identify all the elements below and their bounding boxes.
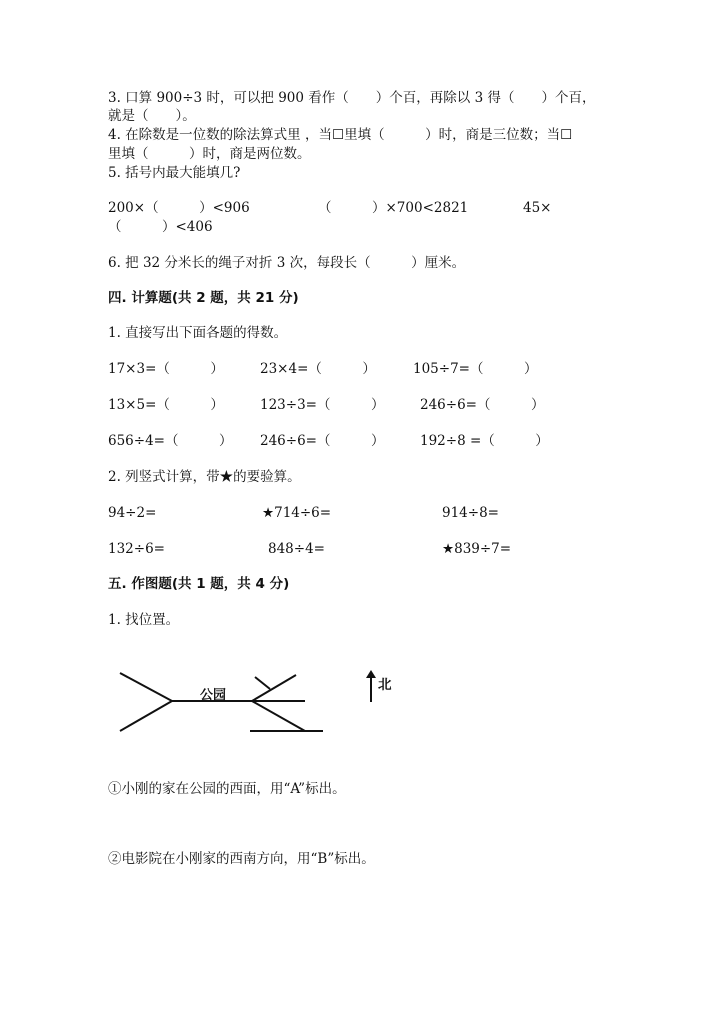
question-4-line-2: 里填（ ）时，商是两位数。 xyxy=(108,146,311,162)
vertical-calc-r1-c3: 914÷8= xyxy=(442,505,499,521)
oral-calc-r2-c2: 123÷3=（ ） xyxy=(260,397,385,413)
north-arrow-icon xyxy=(364,670,378,704)
section-4-question-2-title: 2. 列竖式计算，带★的要验算。 xyxy=(108,469,301,485)
vertical-calc-r1-c2: ★714÷6= xyxy=(262,505,332,521)
question-3-line-1: 3. 口算 900÷3 时，可以把 900 看作（ ）个百，再除以 3 得（ ）个百， xyxy=(108,90,596,106)
vertical-calc-r2-c3: ★839÷7= xyxy=(442,541,512,557)
section-5-sub-question-2: ②电影院在小刚家的西南方向，用“B”标出。 xyxy=(108,851,375,867)
question-5-title: 5. 括号内最大能填几? xyxy=(108,165,241,181)
oral-calc-r3-c2: 246÷6=（ ） xyxy=(260,433,385,449)
oral-calc-r1-c3: 105÷7=（ ） xyxy=(413,361,538,377)
oral-calc-r1-c2: 23×4=（ ） xyxy=(260,361,376,377)
park-label: 公园 xyxy=(200,688,227,703)
map-road-west-lower xyxy=(120,701,172,731)
north-label: 北 xyxy=(378,677,392,693)
section-5-title: 五. 作图题(共 1 题，共 4 分) xyxy=(108,576,290,592)
question-5-item-c: 45× xyxy=(523,200,552,216)
section-5-sub-question-1: ①小刚的家在公园的西面，用“A”标出。 xyxy=(108,781,346,797)
question-4-line-1: 4. 在除数是一位数的除法算式里 ，当☐里填（ ）时，商是三位数；当☐ xyxy=(108,127,573,143)
map-road-east-lower xyxy=(252,701,305,731)
vertical-calc-r2-c2: 848÷4= xyxy=(268,541,325,557)
section-4-question-1-title: 1. 直接写出下面各题的得数。 xyxy=(108,325,288,341)
section-5-question-1-title: 1. 找位置。 xyxy=(108,612,180,628)
vertical-calc-r1-c1: 94÷2= xyxy=(108,505,157,521)
vertical-calc-r2-c1: 132÷6= xyxy=(108,541,165,557)
oral-calc-r3-c1: 656÷4=（ ） xyxy=(108,433,233,449)
question-5-item-a: 200×（ ）<906 xyxy=(108,200,250,216)
map-road-east-branch xyxy=(255,677,270,689)
oral-calc-r2-c3: 246÷6=（ ） xyxy=(420,397,545,413)
section-4-title: 四. 计算题(共 2 题，共 21 分) xyxy=(108,290,299,306)
question-5-item-b: （ ）×700<2821 xyxy=(318,200,469,216)
map-road-west-upper xyxy=(120,673,172,701)
question-5-item-c-continued: （ ）<406 xyxy=(108,219,213,235)
oral-calc-r2-c1: 13×5=（ ） xyxy=(108,397,224,413)
question-3-line-2: 就是（ ）。 xyxy=(108,108,196,124)
oral-calc-r1-c1: 17×3=（ ） xyxy=(108,361,224,377)
question-6: 6. 把 32 分米长的绳子对折 3 次，每段长（ ）厘米。 xyxy=(108,255,466,271)
oral-calc-r3-c3: 192÷8 =（ ） xyxy=(420,433,549,449)
